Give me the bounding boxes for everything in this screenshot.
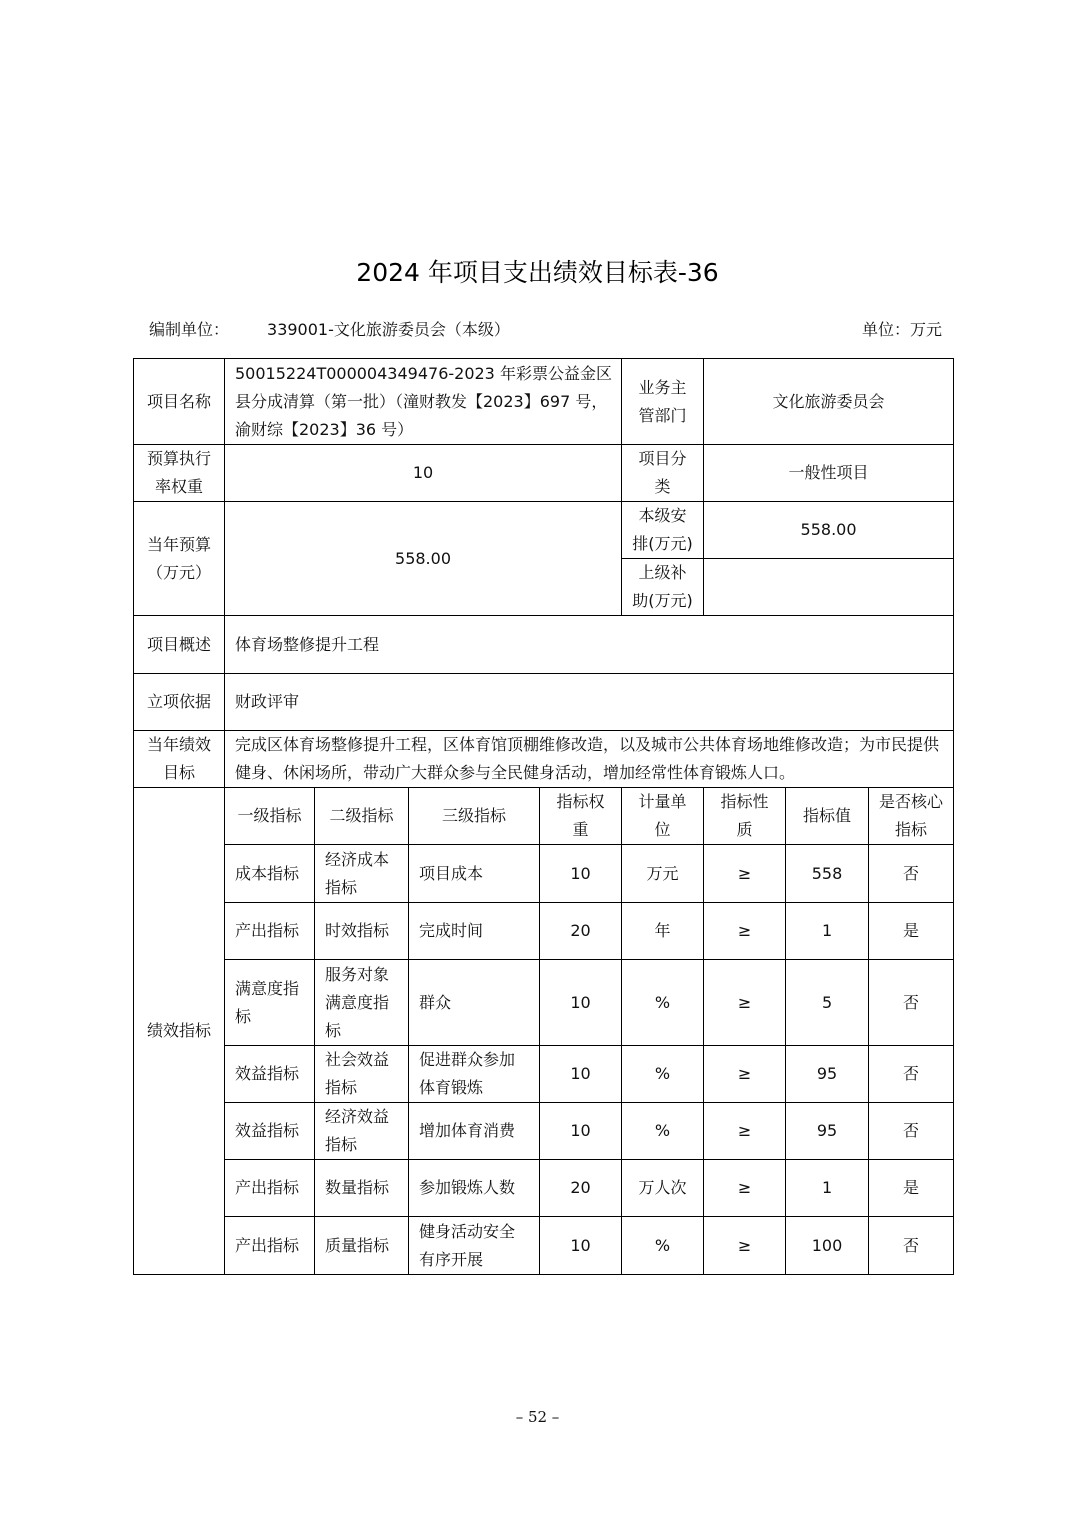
cell-level1: 效益指标 bbox=[225, 1046, 315, 1103]
compiling-unit bbox=[149, 318, 510, 342]
table-row bbox=[134, 1217, 954, 1275]
row-weight bbox=[134, 445, 954, 502]
cell-weight: 20 bbox=[540, 903, 622, 960]
cell-level3: 健身活动安全有序开展 bbox=[409, 1217, 540, 1275]
cell-level2: 社会效益指标 bbox=[315, 1046, 409, 1103]
cell-level2: 数量指标 bbox=[315, 1160, 409, 1217]
row-project-name bbox=[134, 359, 954, 445]
cell-nature: ≥ bbox=[704, 1046, 786, 1103]
cell-core: 否 bbox=[869, 1103, 954, 1160]
overview-label: 项目概述 bbox=[134, 616, 225, 674]
cell-level1: 产出指标 bbox=[225, 903, 315, 960]
cell-nature: ≥ bbox=[704, 845, 786, 903]
budget-label: 当年预算（万元） bbox=[134, 502, 225, 616]
project-name-label: 项目名称 bbox=[134, 359, 225, 445]
cell-level3: 参加锻炼人数 bbox=[409, 1160, 540, 1217]
cell-nature: ≥ bbox=[704, 960, 786, 1046]
category-value: 一般性项目 bbox=[704, 445, 954, 502]
cell-nature: ≥ bbox=[704, 1103, 786, 1160]
local-label: 本级安排(万元) bbox=[622, 502, 704, 559]
cell-nature: ≥ bbox=[704, 1217, 786, 1275]
cell-nature: ≥ bbox=[704, 1160, 786, 1217]
cell-unit: % bbox=[622, 1046, 704, 1103]
cell-weight: 10 bbox=[540, 1217, 622, 1275]
cell-level1: 效益指标 bbox=[225, 1103, 315, 1160]
cell-level3: 群众 bbox=[409, 960, 540, 1046]
cell-level1: 满意度指标 bbox=[225, 960, 315, 1046]
cell-value: 5 bbox=[786, 960, 869, 1046]
header-level2: 二级指标 bbox=[315, 788, 409, 845]
cell-unit: % bbox=[622, 960, 704, 1046]
cell-level3: 完成时间 bbox=[409, 903, 540, 960]
cell-level3: 促进群众参加体育锻炼 bbox=[409, 1046, 540, 1103]
row-budget-local bbox=[134, 502, 954, 559]
cell-level2: 质量指标 bbox=[315, 1217, 409, 1275]
table-row bbox=[134, 903, 954, 960]
header-level1: 一级指标 bbox=[225, 788, 315, 845]
project-name-value: 50015224T000004349476-2023 年彩票公益金区县分成清算（第一批）（潼财教发【2023】697 号，渝财综【2023】36 号） bbox=[225, 359, 622, 445]
cell-unit: 万人次 bbox=[622, 1160, 704, 1217]
compiling-unit-value: 339001-文化旅游委员会（本级） bbox=[267, 320, 510, 339]
cell-level3: 增加体育消费 bbox=[409, 1103, 540, 1160]
cell-unit: % bbox=[622, 1217, 704, 1275]
cell-level2: 经济效益指标 bbox=[315, 1103, 409, 1160]
table-row bbox=[134, 1046, 954, 1103]
header-nature: 指标性质 bbox=[704, 788, 786, 845]
cell-weight: 10 bbox=[540, 845, 622, 903]
dept-value: 文化旅游委员会 bbox=[704, 359, 954, 445]
cell-value: 100 bbox=[786, 1217, 869, 1275]
table-row bbox=[134, 1103, 954, 1160]
cell-weight: 20 bbox=[540, 1160, 622, 1217]
row-overview bbox=[134, 616, 954, 674]
weight-value: 10 bbox=[225, 445, 622, 502]
cell-core: 是 bbox=[869, 903, 954, 960]
indicator-section-label: 绩效指标 bbox=[134, 788, 225, 1275]
cell-weight: 10 bbox=[540, 1046, 622, 1103]
category-label: 项目分类 bbox=[622, 445, 704, 502]
cell-nature: ≥ bbox=[704, 903, 786, 960]
local-value: 558.00 bbox=[704, 502, 954, 559]
goal-label: 当年绩效目标 bbox=[134, 731, 225, 788]
cell-level3: 项目成本 bbox=[409, 845, 540, 903]
cell-value: 558 bbox=[786, 845, 869, 903]
header-core: 是否核心指标 bbox=[869, 788, 954, 845]
cell-level1: 产出指标 bbox=[225, 1217, 315, 1275]
cell-core: 否 bbox=[869, 1046, 954, 1103]
basis-value: 财政评审 bbox=[225, 674, 954, 731]
header-unit: 计量单位 bbox=[622, 788, 704, 845]
cell-core: 否 bbox=[869, 960, 954, 1046]
basis-label: 立项依据 bbox=[134, 674, 225, 731]
compiling-unit-label: 编制单位： bbox=[149, 320, 230, 339]
cell-level2: 服务对象满意度指标 bbox=[315, 960, 409, 1046]
table-row bbox=[134, 1160, 954, 1217]
cell-unit: % bbox=[622, 1103, 704, 1160]
cell-unit: 年 bbox=[622, 903, 704, 960]
row-basis bbox=[134, 674, 954, 731]
goal-value: 完成区体育场整修提升工程，区体育馆顶棚维修改造，以及城市公共体育场地维修改造；为市民提供健身、休闲场所，带动广大群众参与全民健身活动，增加经常性体育锻炼人口。 bbox=[225, 731, 954, 788]
table-row bbox=[134, 960, 954, 1046]
cell-unit: 万元 bbox=[622, 845, 704, 903]
header-value: 指标值 bbox=[786, 788, 869, 845]
performance-table bbox=[133, 358, 954, 1275]
cell-core: 否 bbox=[869, 845, 954, 903]
header-level3: 三级指标 bbox=[409, 788, 540, 845]
cell-level1: 成本指标 bbox=[225, 845, 315, 903]
header-weight: 指标权重 bbox=[540, 788, 622, 845]
cell-value: 1 bbox=[786, 903, 869, 960]
cell-weight: 10 bbox=[540, 1103, 622, 1160]
cell-level1: 产出指标 bbox=[225, 1160, 315, 1217]
currency-unit: 单位：万元 bbox=[861, 320, 942, 339]
cell-value: 1 bbox=[786, 1160, 869, 1217]
table-row bbox=[134, 845, 954, 903]
page-number: – 52 – bbox=[515, 1408, 560, 1426]
upper-label: 上级补助(万元) bbox=[622, 559, 704, 616]
page-title: 2024 年项目支出绩效目标表-36 bbox=[356, 258, 719, 287]
cell-level2: 时效指标 bbox=[315, 903, 409, 960]
cell-value: 95 bbox=[786, 1103, 869, 1160]
weight-label: 预算执行率权重 bbox=[134, 445, 225, 502]
cell-core: 否 bbox=[869, 1217, 954, 1275]
overview-value: 体育场整修提升工程 bbox=[225, 616, 954, 674]
dept-label: 业务主管部门 bbox=[622, 359, 704, 445]
indicator-header-row bbox=[134, 788, 954, 845]
cell-value: 95 bbox=[786, 1046, 869, 1103]
upper-value bbox=[704, 559, 954, 616]
cell-weight: 10 bbox=[540, 960, 622, 1046]
row-goal bbox=[134, 731, 954, 788]
cell-core: 是 bbox=[869, 1160, 954, 1217]
budget-value: 558.00 bbox=[225, 502, 622, 616]
cell-level2: 经济成本指标 bbox=[315, 845, 409, 903]
